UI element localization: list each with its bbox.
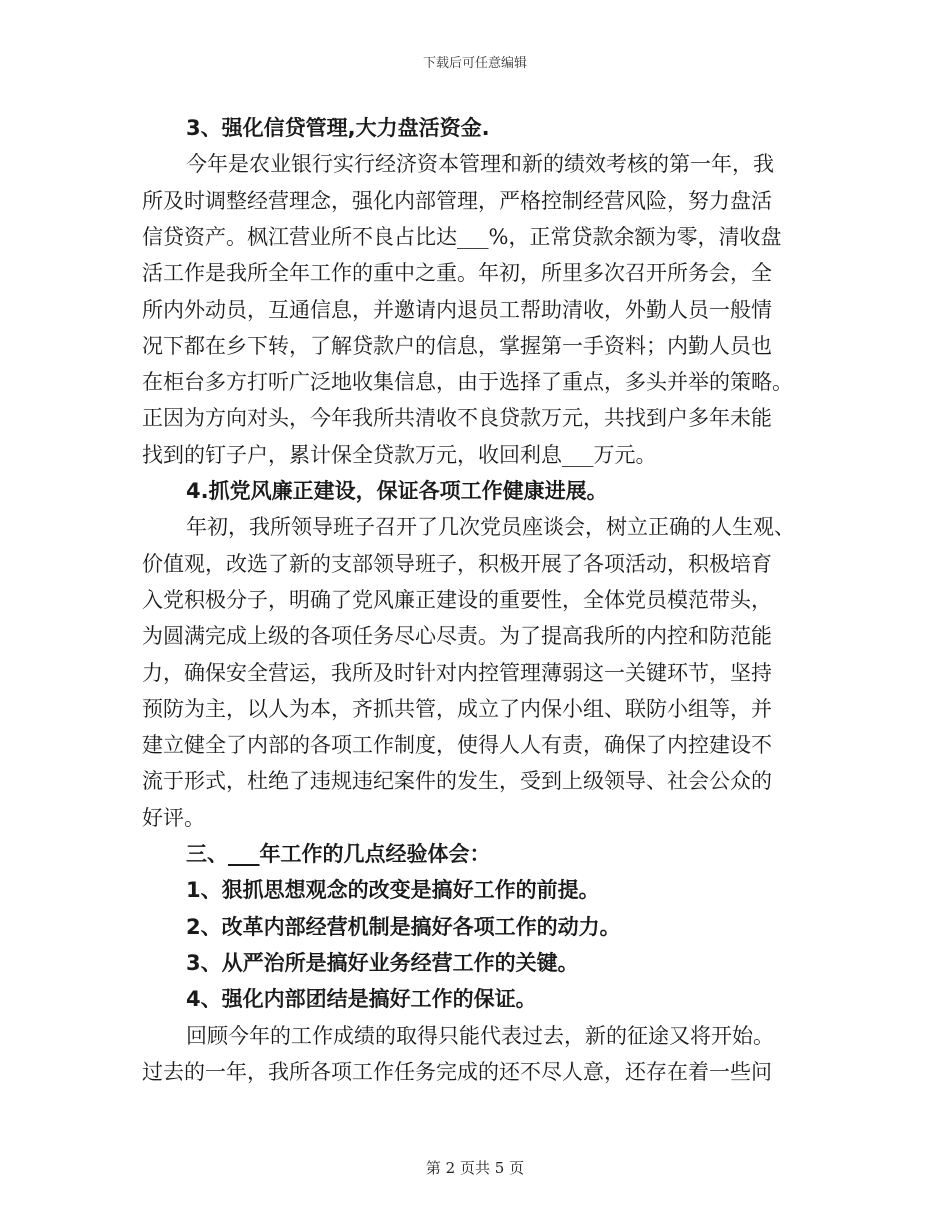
section-heading-line: 1、狠抓思想观念的改变是搞好工作的前提。: [186, 878, 600, 903]
paragraph-line: 为圆满完成上级的各项任务尽心尽责。为了提高我所的内控和防范能: [142, 624, 772, 649]
paragraph-line: 找到的钉子户，累计保全贷款万元，收回利息___万元。: [142, 442, 657, 467]
page-footer: 第 2 页共 5 页: [425, 1159, 525, 1177]
paragraph-line: 建立健全了内部的各项工作制度，使得人人有责，确保了内控建设不: [142, 733, 772, 758]
paragraph-line: 正因为方向对头，今年我所共清收不良贷款万元，共找到户多年未能: [142, 406, 772, 431]
paragraph-line: 所内外动员，互通信息，并邀请内退员工帮助清收，外勤人员一般情: [142, 297, 772, 322]
paragraph-line: 入党积极分子，明确了党风廉正建设的重要性，全体党员模范带头，: [142, 587, 772, 612]
section-heading-line: 3、从严治所是搞好业务经营工作的关键。: [186, 950, 579, 975]
paragraph-line: 回顾今年的工作成绩的取得只能代表过去，新的征途又将开始。: [186, 1023, 774, 1048]
section-heading-line: 三、___年工作的几点经验体会：: [186, 842, 491, 866]
paragraph-line: 今年是农业银行实行经济资本管理和新的绩效考核的第一年，我: [186, 152, 774, 177]
paragraph-line: 预防为主，以人为本，齐抓共管，成立了内保小组、联防小组等，并: [142, 696, 772, 721]
paragraph-line: 力，确保安全营运，我所及时针对内控管理薄弱这一关键环节，坚持: [142, 660, 772, 685]
paragraph-line: 信贷资产。枫江营业所不良占比达___%，正常贷款余额为零，清收盘: [142, 224, 782, 249]
paragraph-line: 况下都在乡下转，了解贷款户的信息，掌握第一手资料；内勤人员也: [142, 333, 772, 358]
section-heading-line: 4.抓党风廉正建设，保证各项工作健康进展。: [186, 479, 608, 503]
section-heading-line: 4、强化内部团结是搞好工作的保证。: [186, 987, 537, 1012]
paragraph-line: 所及时调整经营理念，强化内部管理，严格控制经营风险，努力盘活: [142, 188, 772, 213]
paragraph-line: 过去的一年，我所各项工作任务完成的还不尽人意，还存在着一些问: [142, 1059, 772, 1084]
section-heading-line: 3、强化信贷管理,大力盘活资金.: [186, 116, 490, 140]
paragraph-line: 活工作是我所全年工作的重中之重。年初，所里多次召开所务会，全: [142, 261, 772, 286]
section-heading-line: 2、改革内部经营机制是搞好各项工作的动力。: [186, 914, 621, 939]
paragraph-line: 好评。: [142, 805, 205, 830]
paragraph-line: 在柜台多方打听广泛地收集信息，由于选择了重点，多头并举的策略。: [142, 370, 793, 395]
paragraph-line: 价值观，改选了新的支部领导班子，积极开展了各项活动，积极培育: [142, 551, 772, 576]
page-header: 下载后可任意编辑: [422, 56, 527, 71]
paragraph-line: 流于形式，杜绝了违规违纪案件的发生，受到上级领导、社会公众的: [142, 769, 772, 794]
paragraph-line: 年初，我所领导班子召开了几次党员座谈会，树立正确的人生观、: [186, 515, 795, 540]
